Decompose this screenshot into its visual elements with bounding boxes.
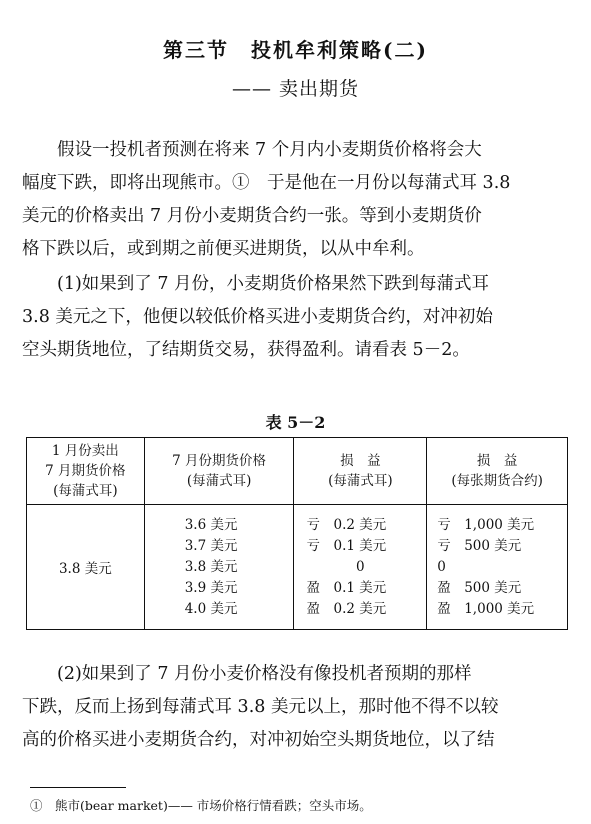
list-item: 盈 1,000 美元 bbox=[437, 600, 535, 617]
header-jan-sell-price: 1 月份卖出 7 月期货价格 (每蒲式耳) bbox=[27, 438, 145, 505]
paragraph-intro bbox=[22, 134, 574, 266]
cell-sell-price: 3.8 美元 bbox=[27, 505, 145, 630]
list-item: 3.8 美元 bbox=[184, 558, 238, 575]
list-item: 盈 0.2 美元 bbox=[306, 600, 387, 617]
text-line: (1)如果到了 7 月份，小麦期货价格果然下跌到每蒲式耳 bbox=[22, 274, 490, 294]
list-item: 3.6 美元 bbox=[184, 516, 238, 533]
list-item: 盈 500 美元 bbox=[437, 579, 522, 596]
table-header-row bbox=[27, 438, 568, 505]
text-line: 幅度下跌，即将出现熊市。① 于是他在一月份以每蒲式耳 3.8 bbox=[22, 173, 511, 193]
table-row bbox=[27, 505, 568, 630]
header-pl-per-bushel: 损 益 (每蒲式耳) bbox=[294, 438, 427, 505]
profit-loss-table bbox=[26, 437, 568, 630]
text-line: 格下跌以后，或到期之前便买进期货，以从中牟利。 bbox=[22, 239, 425, 259]
text-line: 高的价格买进小麦期货合约，对冲初始空头期货地位，以了结 bbox=[22, 730, 495, 750]
list-item: 0 bbox=[356, 558, 365, 575]
paragraph-case-2 bbox=[22, 658, 574, 757]
text-line: 美元的价格卖出 7 月份小麦期货合约一张。等到小麦期货价 bbox=[22, 206, 482, 226]
paragraph-case-1 bbox=[22, 268, 574, 367]
footnote-divider bbox=[30, 787, 126, 788]
list-item: 4.0 美元 bbox=[184, 600, 238, 617]
cell-july-prices bbox=[144, 505, 294, 630]
list-item: 3.9 美元 bbox=[184, 579, 238, 596]
text-line: 3.8 美元之下，他便以较低价格买进小麦期货合约，对冲初始 bbox=[22, 307, 493, 327]
cell-pl-per-bushel bbox=[294, 505, 427, 630]
header-july-price: 7 月份期货价格 (每蒲式耳) bbox=[144, 438, 294, 505]
list-item: 亏 0.1 美元 bbox=[306, 537, 387, 554]
list-item: 亏 500 美元 bbox=[437, 537, 522, 554]
list-item: 3.7 美元 bbox=[184, 537, 238, 554]
text-line: 空头期货地位，了结期货交易，获得盈利。请看表 5－2。 bbox=[22, 340, 470, 360]
list-item: 亏 1,000 美元 bbox=[437, 516, 535, 533]
text-line: 假设一投机者预测在将来 7 个月内小麦期货价格将会大 bbox=[22, 140, 482, 160]
list-item: 亏 0.2 美元 bbox=[306, 516, 387, 533]
text-line: 下跌，反而上扬到每蒲式耳 3.8 美元以上，那时他不得不以较 bbox=[22, 697, 499, 717]
list-item: 0 bbox=[437, 558, 446, 575]
footnote: ① 熊市(bear market)—— 市场价格行情看跌；空头市场。 bbox=[30, 798, 372, 813]
table-caption: 表 5－2 bbox=[265, 413, 326, 432]
list-item: 盈 0.1 美元 bbox=[306, 579, 387, 596]
cell-pl-per-contract bbox=[427, 505, 568, 630]
header-pl-per-contract: 损 益 (每张期货合约) bbox=[427, 438, 568, 505]
section-title: 第三节 投机牟利策略(二) bbox=[163, 38, 428, 62]
text-line: (2)如果到了 7 月份小麦价格没有像投机者预期的那样 bbox=[22, 664, 472, 684]
section-subtitle: —— 卖出期货 bbox=[231, 78, 360, 100]
